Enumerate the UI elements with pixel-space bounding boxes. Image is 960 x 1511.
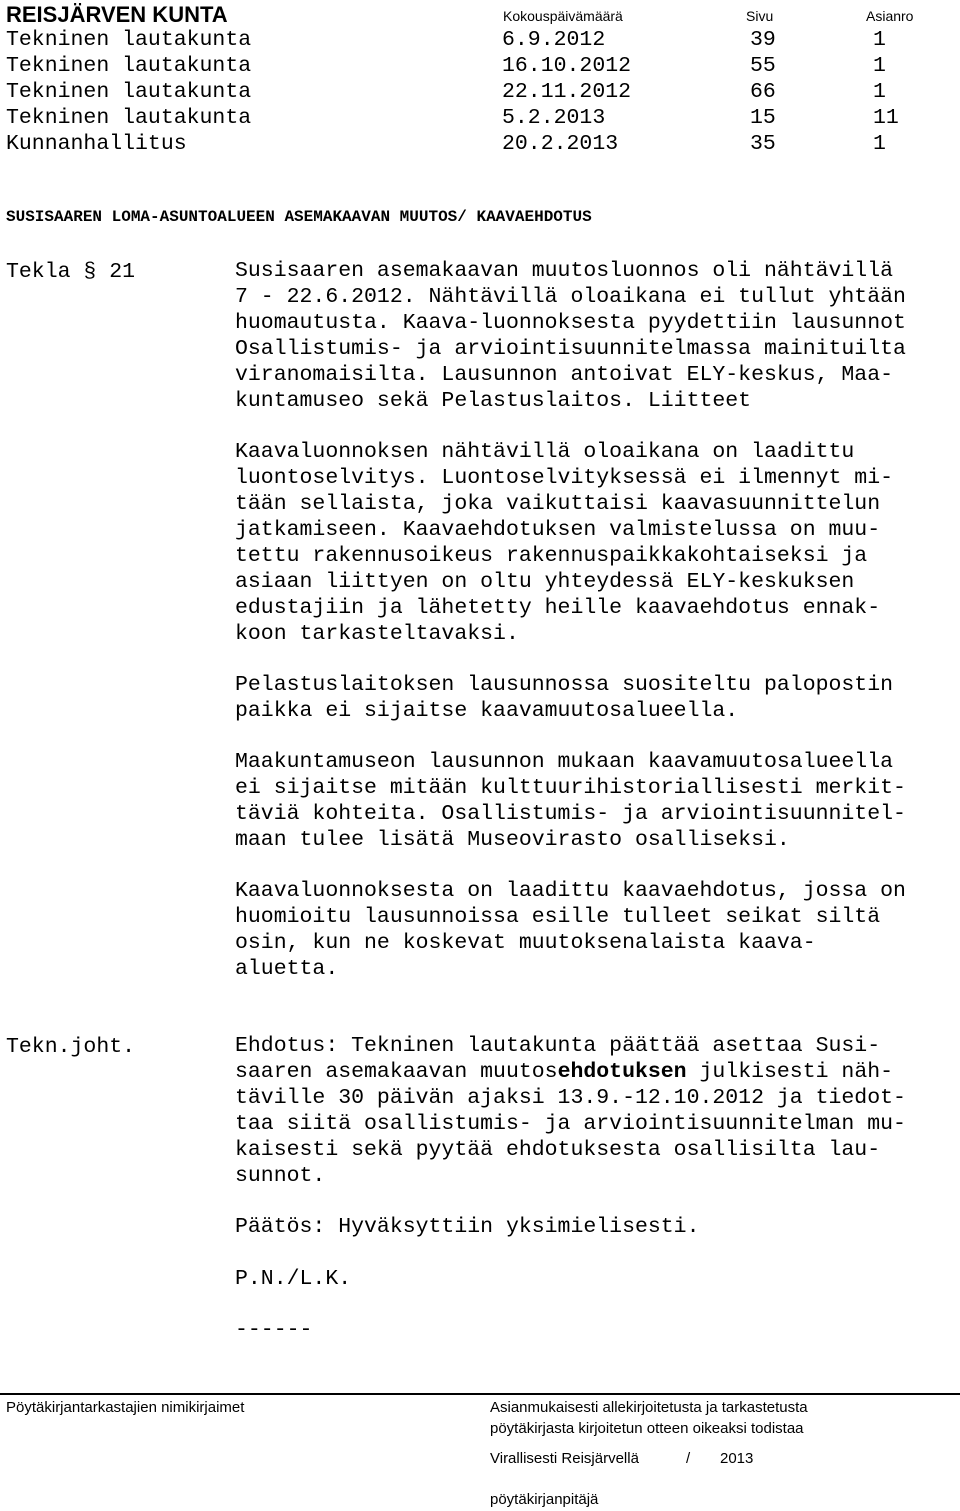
proposal-line: taa siitä osallistumis- ja arviointisuunnitelman mu-	[235, 1112, 906, 1136]
paragraph-line: asiaan liittyen on oltu yhteydessä ELY-keskuksen	[235, 570, 855, 594]
meeting-body: Kunnanhallitus	[6, 132, 187, 156]
meeting-body: Tekninen lautakunta	[6, 54, 252, 78]
meeting-date: 5.2.2013	[502, 106, 606, 130]
paragraph-line: kuntamuseo sekä Pelastuslaitos. Liitteet	[235, 389, 752, 413]
paragraph	[235, 258, 906, 414]
paragraph-line: aluetta.	[235, 957, 339, 981]
paragraph-line: tään sellaista, joka vaikuttaisi kaavasuunnittelun	[235, 492, 881, 516]
initials: P.N./L.K.	[235, 1267, 352, 1291]
paragraph-line: jatkamiseen. Kaavaehdotuksen valmistelussa on muu-	[235, 518, 881, 542]
paragraph-line: maan tulee lisätä Museovirasto osalliseksi.	[235, 828, 790, 852]
paragraph-line: osin, kun ne koskevat muutoksenalaista kaava-	[235, 931, 816, 955]
paragraph-line: 7 - 22.6.2012. Nähtävillä oloaikana ei tullut yhtään	[235, 285, 906, 309]
organization-name: REISJÄRVEN KUNTA	[6, 2, 228, 27]
meeting-item: 1	[873, 132, 886, 156]
paragraph-line: edustajiin ja lähetetty heille kaavaehdotus ennak-	[235, 596, 881, 620]
decision-text: Päätös: Hyväksyttiin yksimielisesti.	[235, 1215, 700, 1239]
paragraph-line: viranomaisilta. Lausunnon antoivat ELY-keskus, Maa-	[235, 363, 894, 387]
paragraph-line: Pelastuslaitoksen lausunnossa suositeltu palopostin	[235, 673, 894, 697]
meeting-item: 1	[873, 80, 886, 104]
meeting-date: 22.11.2012	[502, 80, 632, 104]
paragraph-line: paikka ei sijaitse kaavamuutosalueella.	[235, 699, 739, 723]
document-title: SUSISAAREN LOMA-ASUNTOALUEEN ASEMAKAAVAN MUUTOS/ KAAVAEHDOTUS	[6, 208, 592, 226]
paragraph-line: ei sijaitse mitään kulttuurihistoriallisesti merkit-	[235, 776, 906, 800]
header-date-label: Kokouspäivämäärä	[503, 8, 623, 24]
proposal-line	[235, 1059, 906, 1085]
meeting-page: 66	[750, 80, 776, 104]
proposal-line: sunnot.	[235, 1164, 326, 1188]
meeting-item: 1	[873, 28, 886, 52]
proposal-line: kaisesti sekä pyytää ehdotuksesta osallisilta lau-	[235, 1138, 881, 1162]
proposal-line-end: julkisesti näh-	[686, 1060, 894, 1084]
meeting-page: 35	[750, 132, 776, 156]
paragraph-line: Osallistumis- ja arviointisuunnitelmassa mainituilta	[235, 337, 906, 361]
proposal-line: Ehdotus: Tekninen lautakunta päättää asettaa Susi-	[235, 1034, 881, 1058]
header-item-label: Asianro	[866, 8, 914, 24]
paragraph	[235, 749, 906, 853]
footer-date-slash: /	[686, 1450, 691, 1467]
meeting-page: 39	[750, 28, 776, 52]
paragraph-line: tettu rakennusoikeus rakennuspaikkakohtaiseksi ja	[235, 544, 868, 568]
meeting-page: 15	[750, 106, 776, 130]
proposal-line-start: saaren asemakaavan muutos	[235, 1060, 558, 1084]
proposal-label: Tekn.joht.	[6, 1035, 136, 1059]
footer-keeper: pöytäkirjanpitäjä	[490, 1491, 599, 1508]
paragraph-line: Susisaaren asemakaavan muutosluonnos oli nähtävillä	[235, 259, 894, 283]
paragraph-line: huomioitu lausunnoissa esille tulleet seikat siltä	[235, 905, 881, 929]
paragraph-line: luontoselvitys. Luontoselvityksessä ei ilmennyt mi-	[235, 466, 894, 490]
meeting-date: 16.10.2012	[502, 54, 632, 78]
paragraph-line: Kaavaluonnoksen nähtävillä oloaikana on laadittu	[235, 440, 855, 464]
meeting-date: 20.2.2013	[502, 132, 619, 156]
footer-divider	[0, 1393, 960, 1395]
paragraph-line: huomautusta. Kaava-luonnoksesta pyydettiin lausunnot	[235, 311, 906, 335]
paragraph-line: koon tarkasteltavaksi.	[235, 622, 519, 646]
footer-certification-line1: Asianmukaisesti allekirjoitetusta ja tarkastetusta	[490, 1399, 808, 1416]
meeting-body: Tekninen lautakunta	[6, 106, 252, 130]
meeting-date: 6.9.2012	[502, 28, 606, 52]
footer-certification-line2: pöytäkirjasta kirjoitetun otteen oikeaksi todistaa	[490, 1420, 804, 1437]
proposal-text	[235, 1033, 906, 1189]
proposal-line: täville 30 päivän ajaksi 13.9.-12.10.2012 ja tiedot-	[235, 1086, 906, 1110]
paragraph-line: Kaavaluonnoksesta on laadittu kaavaehdotus, jossa on	[235, 879, 906, 903]
meeting-body: Tekninen lautakunta	[6, 28, 252, 52]
paragraph-line: Maakuntamuseon lausunnon mukaan kaavamuutosalueella	[235, 750, 894, 774]
meeting-page: 55	[750, 54, 776, 78]
end-dashes: ------	[235, 1318, 313, 1342]
paragraph	[235, 672, 893, 724]
section-label: Tekla § 21	[6, 260, 136, 284]
paragraph	[235, 439, 893, 647]
paragraph-line: täviä kohteita. Osallistumis- ja arviointisuunnitel-	[235, 802, 906, 826]
meeting-item: 11	[873, 106, 899, 130]
footer-initials-label: Pöytäkirjantarkastajien nimikirjaimet	[6, 1399, 245, 1416]
proposal-bold-word: ehdotuksen	[557, 1060, 687, 1084]
meeting-item: 1	[873, 54, 886, 78]
meeting-body: Tekninen lautakunta	[6, 80, 252, 104]
footer-place: Virallisesti Reisjärvellä	[490, 1450, 639, 1467]
footer-year: 2013	[720, 1450, 754, 1467]
paragraph	[235, 878, 906, 982]
header-page-label: Sivu	[746, 8, 774, 24]
